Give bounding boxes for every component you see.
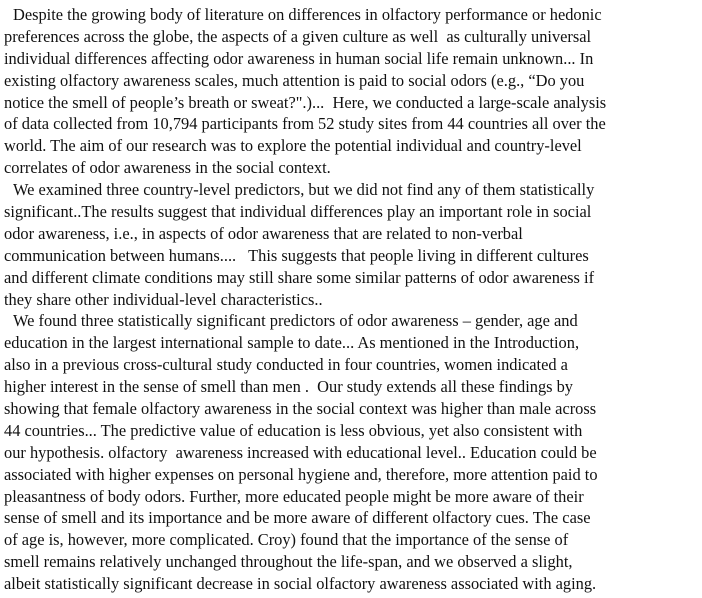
paragraph-individual-predictors bbox=[4, 310, 702, 595]
text-line: world. The aim of our research was to explore the potential individual and country-level bbox=[4, 136, 582, 156]
text-line: and different climate conditions may still share some similar patterns of odor awareness if bbox=[4, 267, 595, 287]
text-line: showing that female olfactory awareness in the social context was higher than male across bbox=[4, 399, 597, 419]
text-line: education in the largest international sample to date... As mentioned in the Introduction, bbox=[4, 333, 580, 353]
text-line: preferences across the globe, the aspects of a given culture as well as culturally universal bbox=[4, 26, 592, 46]
text-line: odor awareness, i.e., in aspects of odor awareness that are related to non-verbal bbox=[4, 223, 523, 243]
text-line: We found three statistically significant predictors of odor awareness – gender, age and bbox=[13, 311, 578, 331]
text-line: smell remains relatively unchanged throughout the life-span, and we observed a slight, bbox=[4, 552, 573, 572]
text-line: correlates of odor awareness in the social context. bbox=[4, 158, 331, 178]
text-line: pleasantness of body odors. Further, more educated people might be more aware of their bbox=[4, 486, 584, 506]
text-line: albeit statistically significant decrease in social olfactory awareness associated with aging. bbox=[4, 574, 597, 594]
text-line: our hypothesis. olfactory awareness increased with educational level.. Education could be bbox=[4, 442, 597, 462]
text-line: of data collected from 10,794 participants from 52 study sites from 44 countries all over the bbox=[4, 114, 606, 134]
text-line: 44 countries... The predictive value of education is less obvious, yet also consistent with bbox=[4, 420, 583, 440]
text-line: of age is, however, more complicated. Croy) found that the importance of the sense of bbox=[4, 530, 569, 550]
text-line: sense of smell and its importance and be more aware of different olfactory cues. The case bbox=[4, 508, 591, 528]
paragraph-intro bbox=[4, 4, 702, 179]
text-line: higher interest in the sense of smell than men . Our study extends all these findings by bbox=[4, 377, 574, 397]
text-line: also in a previous cross-cultural study conducted in four countries, women indicated a bbox=[4, 355, 568, 375]
text-line: Despite the growing body of literature on differences in olfactory performance or hedonic bbox=[13, 5, 602, 24]
document-body bbox=[4, 4, 702, 595]
text-line: associated with higher expenses on personal hygiene and, therefore, more attention paid to bbox=[4, 464, 598, 484]
text-line: We examined three country-level predictors, but we did not find any of them statistically bbox=[13, 180, 595, 200]
paragraph-country-predictors bbox=[4, 179, 702, 310]
text-line: significant..The results suggest that individual differences play an important role in social bbox=[4, 202, 592, 222]
text-line: communication between humans.... This suggests that people living in different cultures bbox=[4, 245, 589, 265]
text-line: they share other individual-level characteristics.. bbox=[4, 289, 323, 309]
text-line: individual differences affecting odor awareness in human social life remain unknown... In bbox=[4, 48, 594, 68]
text-line: notice the smell of people’s breath or sweat?".)... Here, we conducted a large-scale analysis bbox=[4, 92, 607, 112]
text-line: existing olfactory awareness scales, much attention is paid to social odors (e.g., “Do you bbox=[4, 70, 585, 90]
